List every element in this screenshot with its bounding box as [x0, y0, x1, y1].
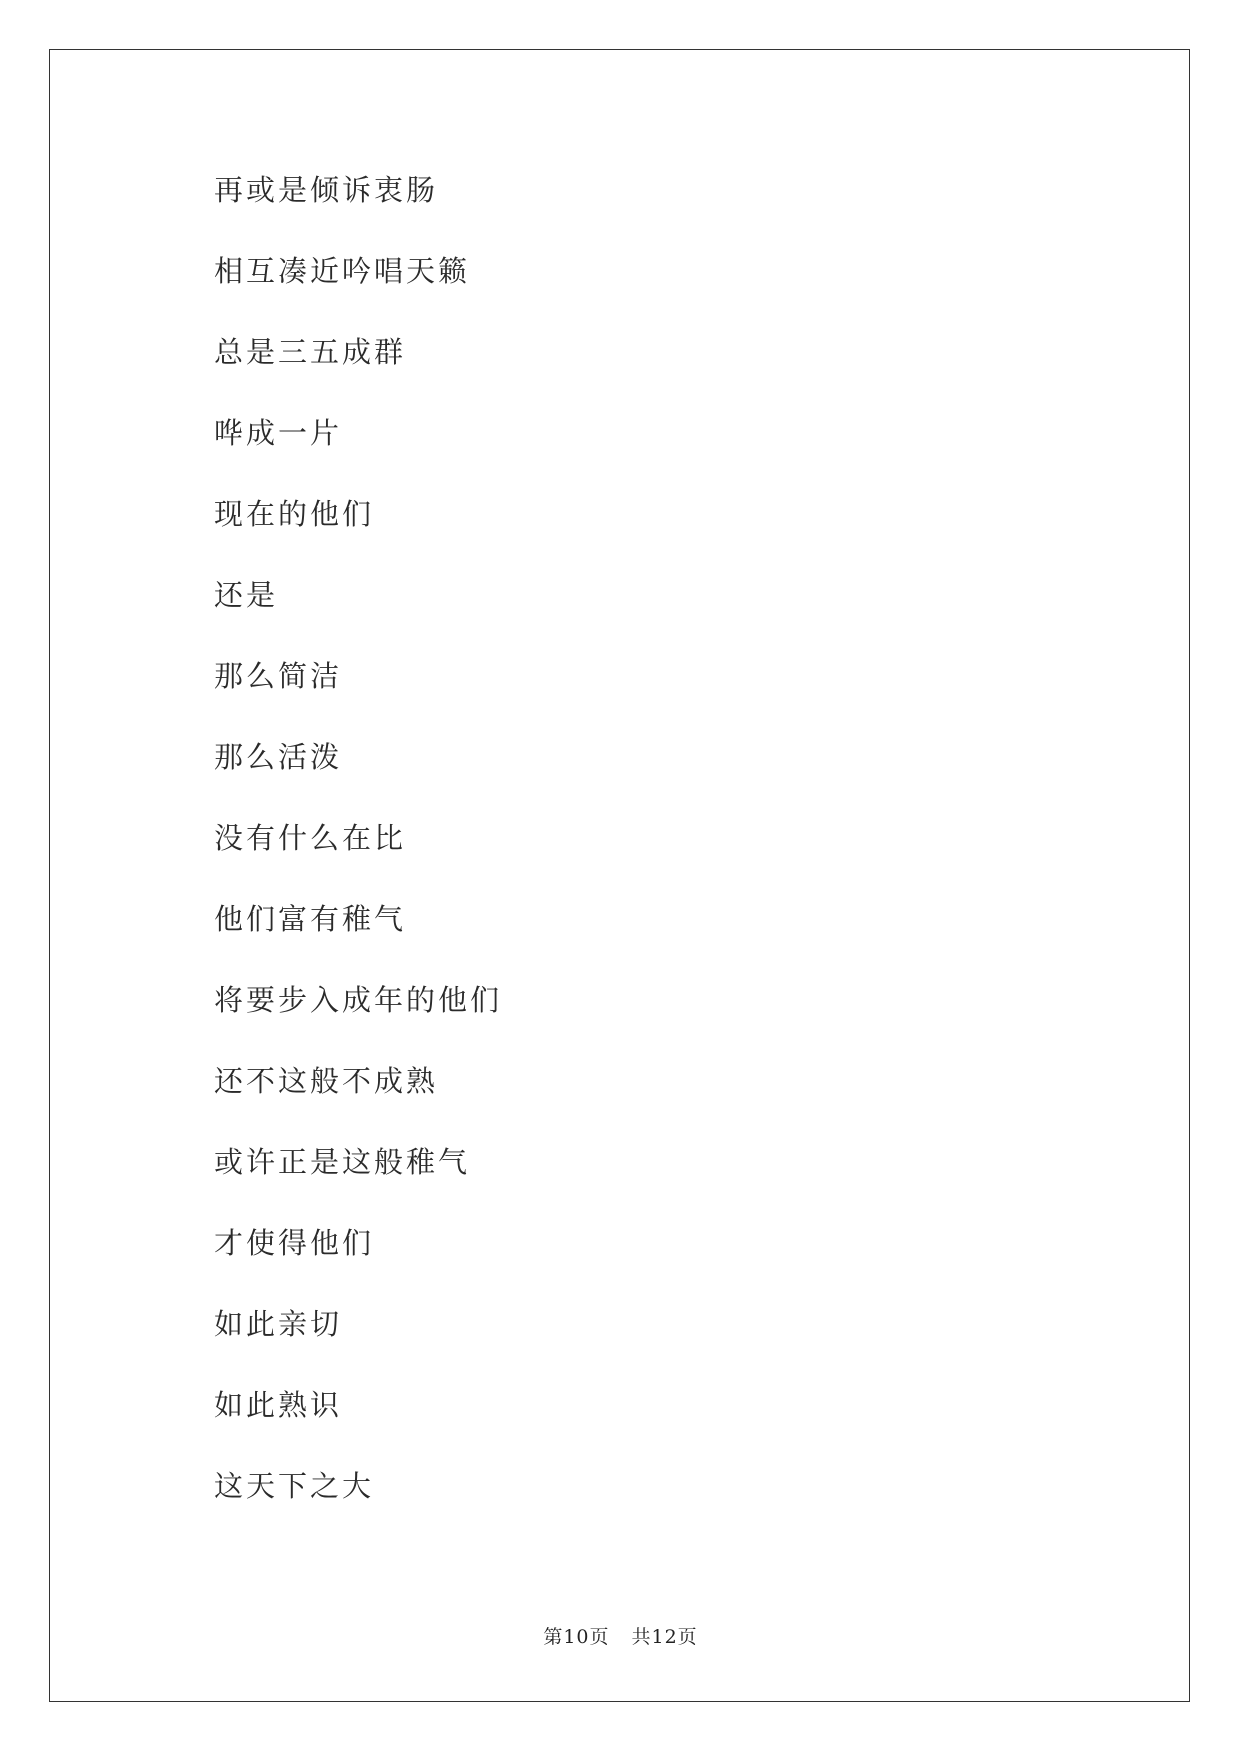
text-line: 他们富有稚气 [214, 902, 407, 936]
text-line: 还不这般不成熟 [214, 1064, 439, 1098]
text-line: 才使得他们 [214, 1226, 375, 1260]
text-line: 现在的他们 [214, 497, 375, 531]
text-line: 还是 [214, 578, 279, 612]
text-line: 那么简洁 [214, 659, 343, 693]
current-page-indicator: 第10页 [543, 1626, 610, 1648]
text-line: 相互凑近吟唱天籁 [214, 254, 471, 288]
text-line: 哗成一片 [214, 416, 343, 450]
text-line: 那么活泼 [214, 740, 343, 774]
text-line: 将要步入成年的他们 [214, 983, 503, 1017]
text-line: 总是三五成群 [214, 335, 407, 369]
text-line: 再或是倾诉衷肠 [214, 173, 439, 207]
text-line: 如此亲切 [214, 1307, 343, 1341]
text-line: 或许正是这般稚气 [214, 1145, 471, 1179]
total-pages-indicator: 共12页 [631, 1626, 698, 1648]
page-footer [0, 1622, 1241, 1649]
text-line: 这天下之大 [214, 1469, 375, 1503]
text-line: 如此熟识 [214, 1388, 343, 1422]
document-body [214, 168, 502, 1545]
text-line: 没有什么在比 [214, 821, 407, 855]
